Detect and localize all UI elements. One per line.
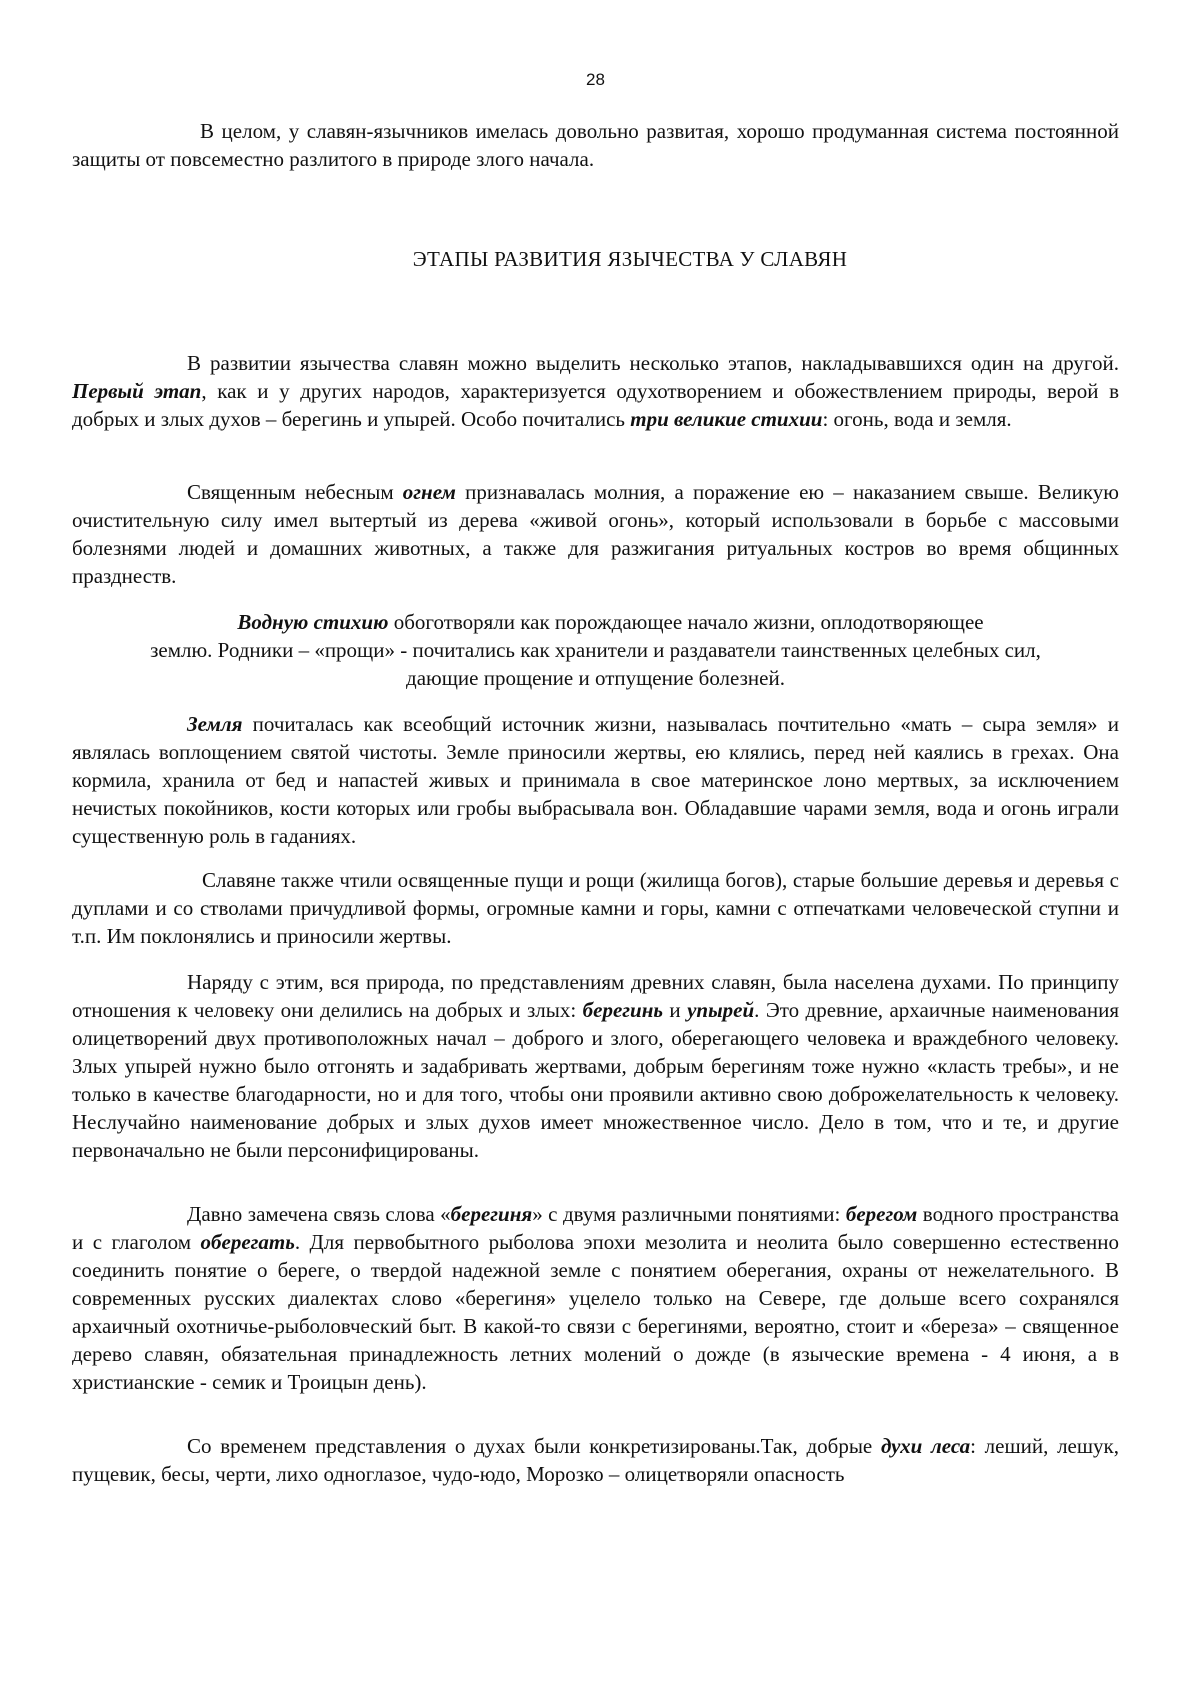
text-run: Наряду с этим, вся природа, по представлениям древних славян, была населена духами. По принципу отношения к человеку они делились на добрых и злых: [72,970,1119,1022]
paragraph-groves: Славяне также чтили освященные пущи и рощи (жилища богов), старые большие деревья и деревья с дуплами и со стволами причудливой формы, огромные камни и горы, камни с отпечатками человеческой ступни и т.п. Им поклонялись и приносили жертвы. [72,868,1119,948]
paragraph-spirits [72,968,1119,1164]
text-run: признавалась молния, а поражение ею – наказанием свыше. Великую очистительную силу имел вытертый из дерева «живой огонь», который использовали в борьбе с массовыми болезнями людей и домашних животных, а также для разжигания ритуальных костров во время общинных празднеств. [72,480,1119,588]
text-run: : огонь, вода и земля. [822,407,1012,431]
emphasis-oberegat: оберегать [200,1230,295,1254]
text-run: обоготворяли как порождающее начало жизни, оплодотворяющее [388,610,984,634]
text-run: . Это древние, архаичные наименования олицетворений двух противоположных начал – доброго и злого, оберегающего человека и враждебного человеку. Злых упырей нужно было отгонять и задабривать жертвами, добрым берегиням тоже нужно «класть требы», и не только в качестве благодарности, но и для того, чтобы они проявили активно свою доброжелательность к человеку. Неслучайно наименование добрых и злых духов имеет множественное число. Дело в том, что и те, и другие первоначально не были персонифицированы. [72,998,1119,1162]
text-run: , как и у других народов, характеризуется одухотворением и обожествлением природы, верой в добрых и злых духов – берегинь и упырей. Особо почитались [72,379,1119,431]
emphasis-water: Водную стихию [237,610,389,634]
paragraph-forest-spirits [72,1432,1119,1488]
text-run: Священным небесным [187,480,403,504]
emphasis-bereginy: берегинь [582,998,663,1022]
paragraph-water [72,608,1119,692]
text-run: и [662,998,688,1022]
intro-paragraph: В целом, у славян-язычников имелась довольно развитая, хорошо продуманная система постоянной защиты от повсеместно разлитого в природе злого начала. [72,119,1119,171]
paragraph-beregina [72,1200,1119,1396]
text-run: водного пространства и с глаголом [72,1202,1119,1254]
emphasis-upyri: упырей [687,998,755,1022]
emphasis-forest-spirits: духи леса [880,1434,971,1458]
text-run: : леший, лешук, пущевик, бесы, черти, лихо одноглазое, чудо-юдо, Морозко – олицетворяли опасность [72,1434,1119,1486]
paragraph-stages [72,349,1119,433]
text-run: почиталась как всеобщий источник жизни, называлась почтительно «мать – сыра земля» и являлась воплощением святой чистоты. Земле приносили жертвы, ею клялись, перед ней каялись в грехах. Она кормила, хранила от бед и напастей живых и принимала в свое материнское лоно мертвых, за исключением нечистых покойников, кости которых или гробы выбрасывала вон. Обладавшие чарами земля, вода и огонь играли существенную роль в гаданиях. [72,712,1119,848]
text-run: » с двумя различными понятиями: [532,1202,846,1226]
text-run: В развитии язычества славян можно выделить несколько этапов, накладывавшихся один на другой. [187,351,1119,375]
emphasis-first-stage: Первый этап [72,379,202,403]
paragraph-earth [72,710,1119,850]
text-run: Давно замечена связь слова « [187,1202,451,1226]
water-line-3: дающие прощение и отпущение болезней. [406,666,785,690]
emphasis-three-elements: три великие стихии [630,407,823,431]
text-run: . Для первобытного рыболова эпохи мезолита и неолита было совершенно естественно соединить понятие о береге, о твердой надежной земле с понятием оберегания, охраны от нежелательного. В современных русских диалектах слово «берегиня» уцелело только на Севере, где дольше всего сохранялся архаичный охотничье-рыболовческий быт. В какой-то связи с берегинями, вероятно, стоит и «береза» – священное дерево славян, обязательная принадлежность летних молений о дожде (в языческие времена - 4 июня, а в христианские - семик и Троицын день). [72,1230,1119,1394]
emphasis-fire: огнем [402,480,456,504]
water-line-2: землю. Родники – «прощи» - почитались как хранители и раздаватели таинственных целебных сил, [150,638,1041,662]
emphasis-beregina: берегиня [450,1202,533,1226]
text-run: Со временем представления о духах были конкретизированы.Так, добрые [187,1434,881,1458]
section-heading: ЭТАПЫ РАЗВИТИЯ ЯЗЫЧЕСТВА У СЛАВЯН [412,247,848,271]
page-number: 28 [586,70,605,89]
emphasis-bereg: берегом [845,1202,918,1226]
emphasis-earth: Земля [187,712,243,736]
water-line-1 [72,608,1119,636]
paragraph-fire [72,478,1119,590]
